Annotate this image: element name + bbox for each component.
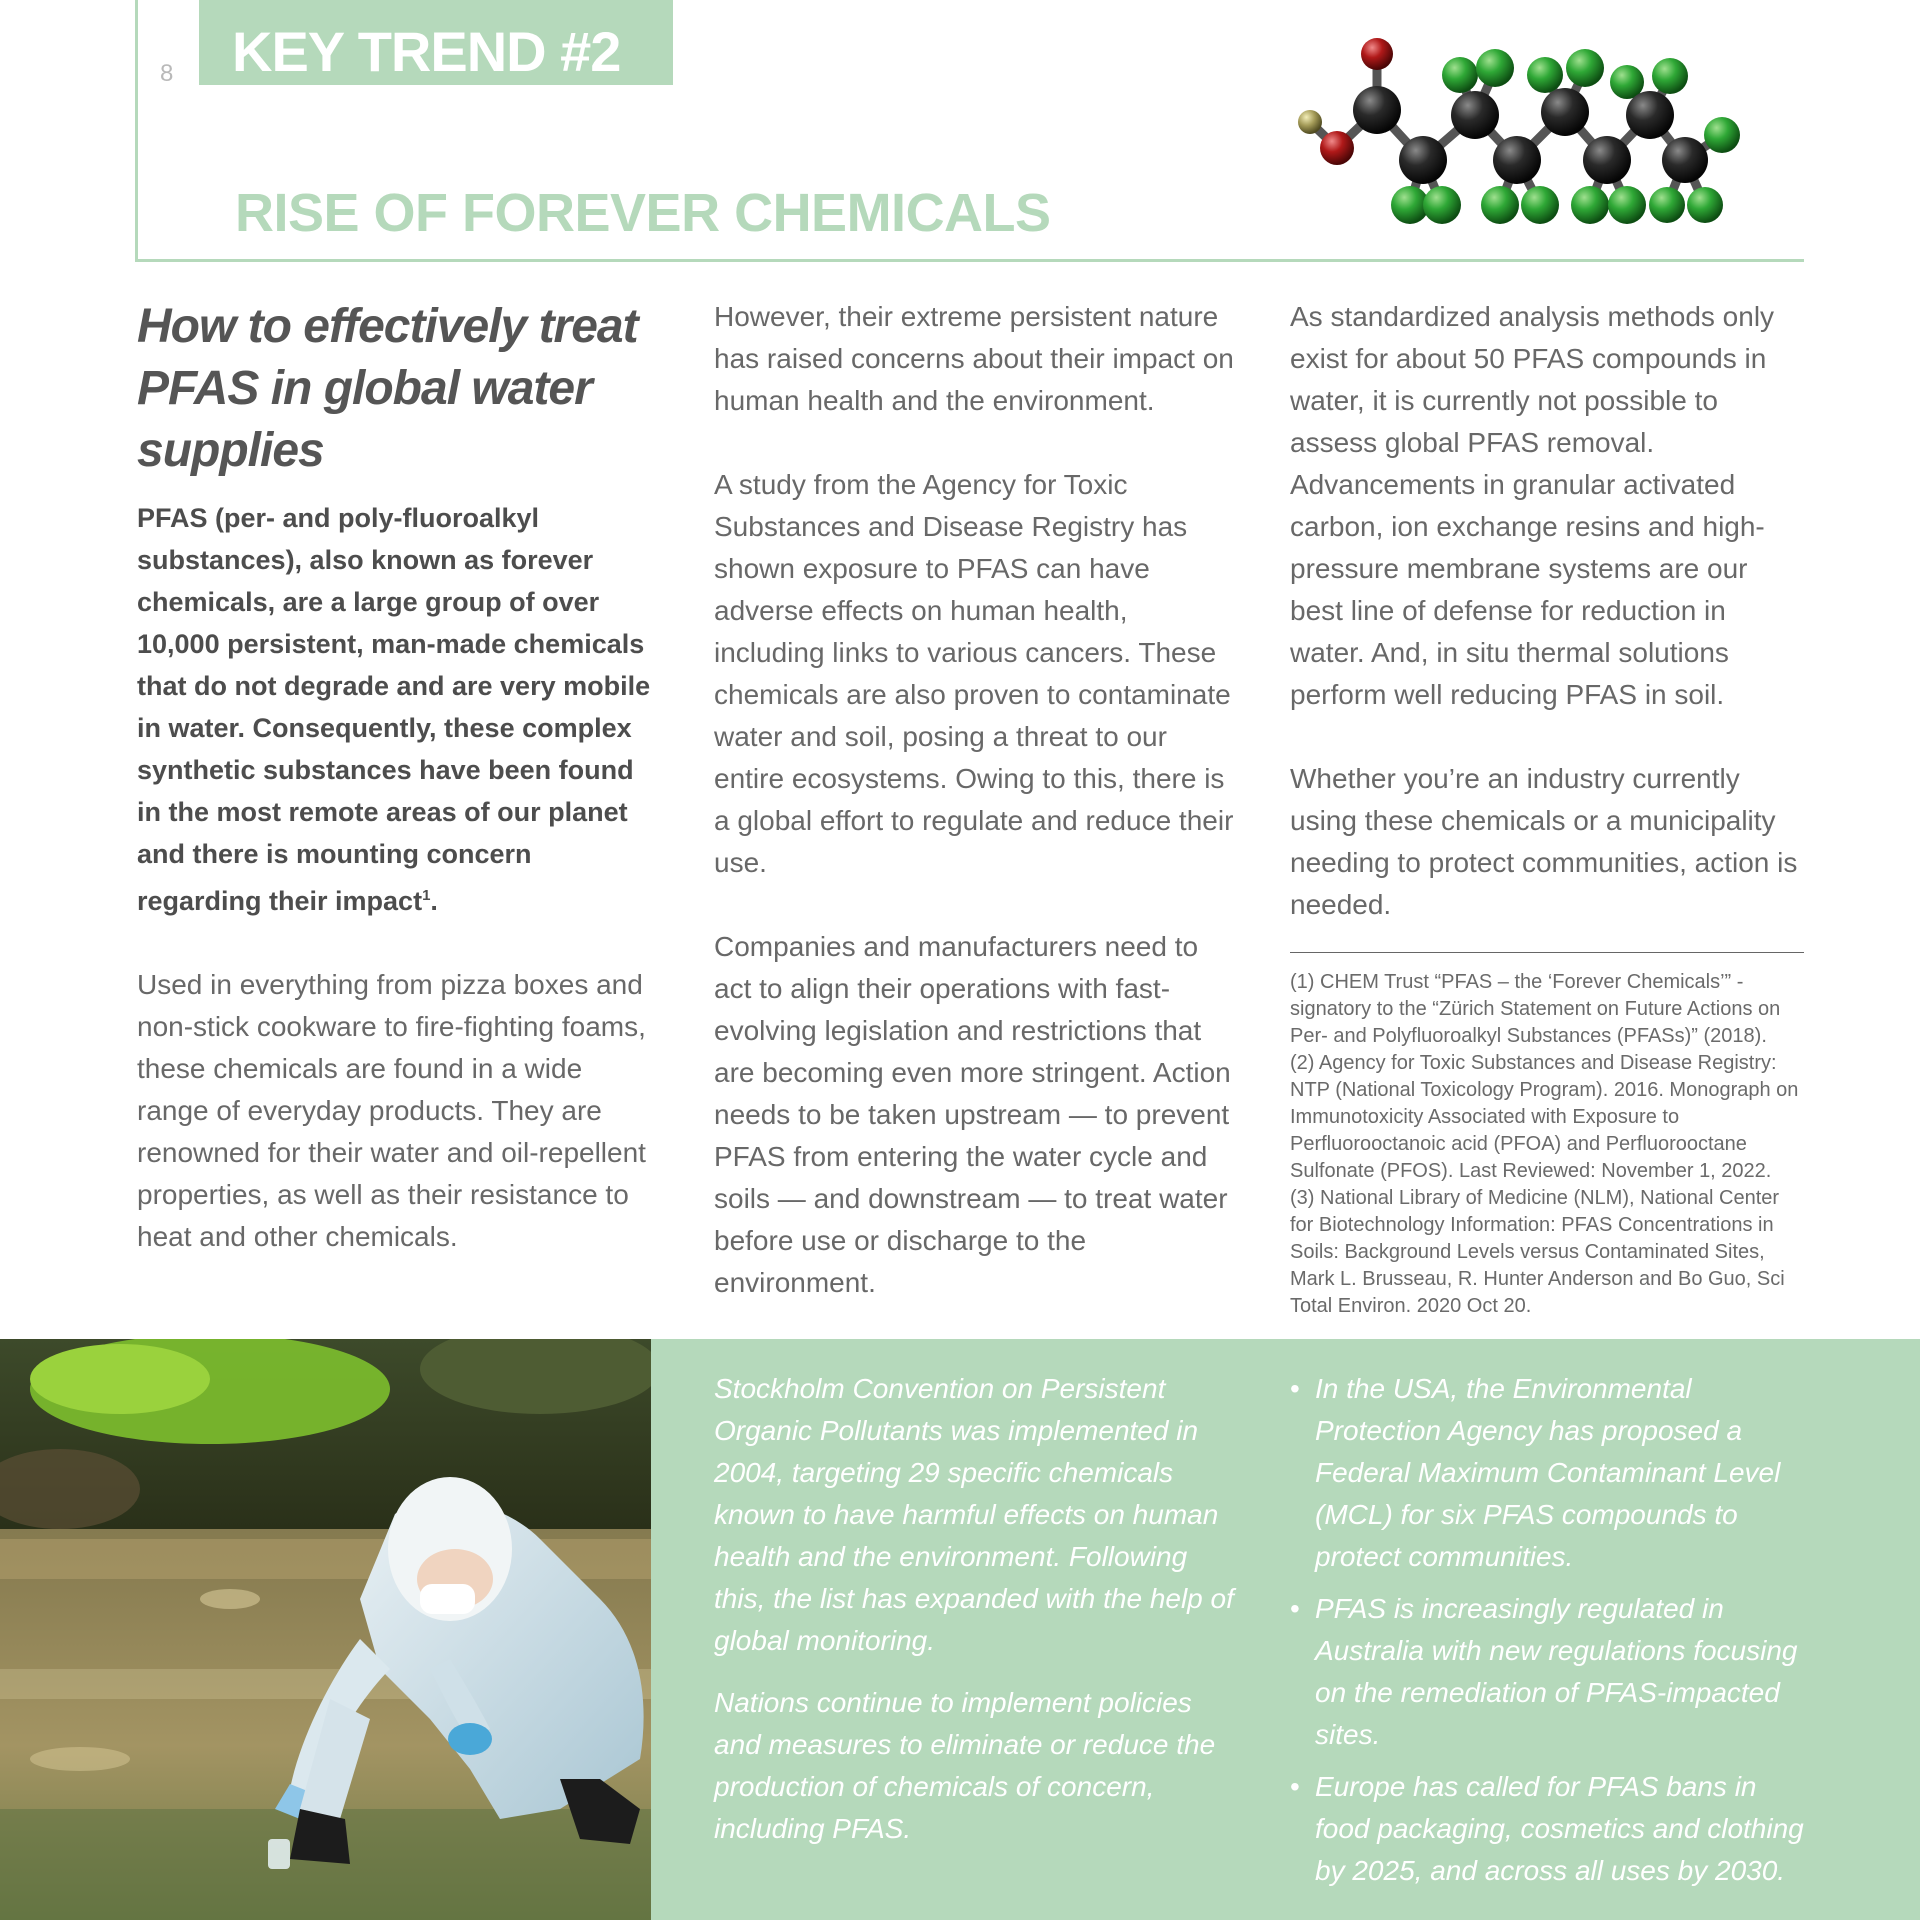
section-title: RISE OF FOREVER CHEMICALS [235, 183, 1051, 243]
body-paragraph: However, their extreme persistent nature has raised concerns about their impact on human health and the environment. [714, 301, 1234, 416]
intro-end: . [430, 886, 438, 916]
band-column-left [714, 1368, 1234, 1870]
bullet-text: In the USA, the Environmental Protection Agency has proposed a Federal Maximum Contaminant Level (MCL) for six PFAS compounds to protect communities. [1315, 1373, 1781, 1572]
page-number: 8 [160, 60, 174, 87]
article-headline: How to effectively treat PFAS in global water supplies [137, 300, 638, 477]
bullet-text: Europe has called for PFAS bans in food packaging, cosmetics and clothing by 2025, and across all uses by 2030. [1315, 1771, 1804, 1886]
pfas-molecule-image [1295, 30, 1750, 230]
bullet-dot-icon: • [1290, 1771, 1300, 1802]
key-trend-label: KEY TREND #2 [232, 20, 621, 83]
regulation-bullet-list [1290, 1368, 1810, 1892]
molecule-atoms [1298, 38, 1740, 224]
band-paragraph: Stockholm Convention on Persistent Organic Pollutants was implemented in 2004, targeting 29 specific chemicals known to have harmful effects on human health and the environment. Following this, the list has expanded with the help of global monitoring. [714, 1373, 1234, 1656]
bullet-dot-icon: • [1290, 1593, 1300, 1624]
body-paragraph: Used in everything from pizza boxes and non-stick cookware to fire-fighting foams, these chemicals are found in a wide range of everyday products. They are renowned for their water and oil-repellent properties, as well as their resistance to heat and other chemicals. [137, 969, 646, 1252]
list-item [1290, 1588, 1810, 1756]
article-column-3 [1290, 296, 1804, 1320]
footnote-item: (3) National Library of Medicine (NLM), National Center for Biotechnology Information: PFAS Concentrations in Soils: Background Levels versus Contaminated Sites, Mark L. Brusseau, R. Hunter Anderson and Bo Guo, Sci Total Environ. 2020 Oct 20. [1290, 1187, 1785, 1317]
bullet-dot-icon: • [1290, 1373, 1300, 1404]
footnote-divider [1290, 952, 1804, 953]
band-paragraph: Nations continue to implement policies and measures to eliminate or reduce the production of chemicals of concern, including PFAS. [714, 1687, 1216, 1844]
bullet-text: PFAS is increasingly regulated in Australia with new regulations focusing on the remediation of PFAS-impacted sites. [1315, 1593, 1798, 1750]
water-sampling-photo [0, 1339, 651, 1920]
footnotes [1290, 969, 1804, 1320]
list-item [1290, 1368, 1810, 1578]
footnote-ref-1: 1 [422, 887, 431, 904]
body-paragraph: A study from the Agency for Toxic Substances and Disease Registry has shown exposure to PFAS can have adverse effects on human health, including links to various cancers. These chemicals are also proven to contaminate water and soil, posing a threat to our entire ecosystems. Owing to this, there is a global effort to regulate and reduce their use. [714, 469, 1234, 878]
footnote-item: (2) Agency for Toxic Substances and Disease Registry: NTP (National Toxicology Program). 2016. Monograph on Immunotoxicity Associated with Exposure to Perfluorooctanoic acid (PFOA) and Perfluorooctane Sulfonate (PFOS). Last Reviewed: November 1, 2022. [1290, 1052, 1799, 1182]
intro-paragraph [137, 497, 657, 922]
list-item [1290, 1766, 1810, 1892]
body-paragraph: Whether you’re an industry currently using these chemicals or a municipality needing to protect communities, action is needed. [1290, 763, 1798, 920]
header-frame-left-rule [135, 0, 138, 262]
article-column-2 [714, 296, 1239, 1304]
body-paragraph: As standardized analysis methods only exist for about 50 PFAS compounds in water, it is currently not possible to assess global PFAS removal. Advancements in granular activated carbon, ion exchange resins and high-pressure membrane systems are our best line of defense for reduction in water. And, in situ thermal solutions perform well reducing PFAS in soil. [1290, 301, 1775, 710]
body-paragraph: Companies and manufacturers need to act to align their operations with fast-evolving legislation and restrictions that are becoming even more stringent. Action needs to be taken upstream — to prevent PFAS from entering the water cycle and soils — and downstream — to treat water before use or discharge to the environment. [714, 931, 1231, 1298]
intro-text: PFAS (per- and poly-fluoroalkyl substances), also known as forever chemicals, are a large group of over 10,000 persistent, man-made chemicals that do not degrade and are very mobile in water. Consequently, these complex synthetic substances have been found in the most remote areas of our planet and there is mounting concern regarding their impact [137, 503, 651, 916]
article-column-1 [137, 296, 657, 1258]
footnote-item: (1) CHEM Trust “PFAS – the ‘Forever Chemicals’” - signatory to the “Zürich Statement on Future Actions on Per- and Polyfluoroalkyl Substances (PFASs)” (2018). [1290, 971, 1781, 1047]
band-column-right [1290, 1368, 1810, 1902]
header-frame-bottom-rule [135, 259, 1804, 262]
